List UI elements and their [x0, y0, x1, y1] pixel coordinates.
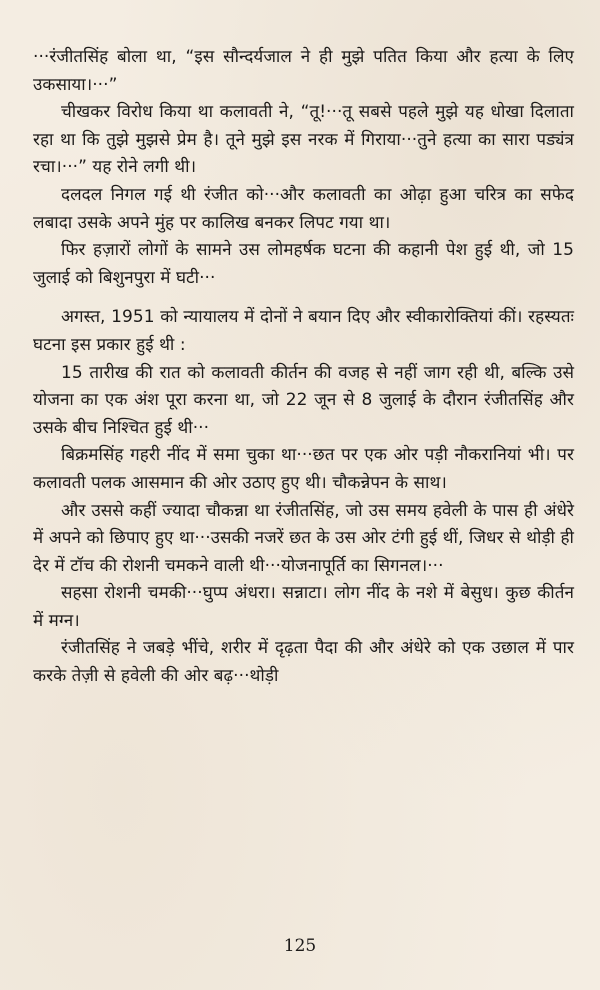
paragraph-5: अगस्त, 1951 को न्यायालय में दोनों ने बयान दिए और स्वीकारोक्तियां कीं। रहस्यतः घटना इस प्रकार हुई थी :	[33, 307, 574, 355]
paragraph-8: और उससे कहीं ज्यादा चौकन्ना था रंजीतसिंह, जो उस समय हवेली के पास ही अंधेरे में अपने को छिपाए हुए था···उसकी नजरें छत के उस ओर टंगी हुई थीं, जिधर से थोड़ी ही देर में टॉच की रोशनी चमकने वाली थी···योजनापूर्ति का सिगनल।···	[33, 500, 574, 576]
paragraph-2: चीखकर विरोध किया था कलावती ने, “तू!···तू सबसे पहले मुझे यह धोखा दिलाता रहा था कि तुझे मुझसे प्रेम है। तूने मुझे इस नरक में गिराया···तुने हत्या का सारा पड्यंत्र रचा।···” यह रोने लगी थी।	[33, 102, 574, 178]
paragraph-4: फिर हज़ारों लोगों के सामने उस लोमहर्षक घटना की कहानी पेश हुई थी, जो 15 जुलाई को बिशुनपुरा में घटी···	[33, 240, 574, 288]
paragraph-6: 15 तारीख की रात को कलावती कीर्तन की वजह से नहीं जाग रही थी, बल्कि उसे योजना का एक अंश पूरा करना था, जो 22 जून से 8 जुलाई के दौरान रंजीतसिंह और उसके बीच निश्चित हुई थी···	[33, 362, 574, 438]
paragraph-9: सहसा रोशनी चमकी···घुप्प अंधरा। सन्नाटा। लोग नींद के नशे में बेसुध। कुछ कीर्तन में मग्न।	[33, 583, 574, 631]
paragraph-7: बिक्रमसिंह गहरी नींद में समा चुका था···छत पर एक ओर पड़ी नौकरानियां भी। पर कलावती पलक आसमान की ओर उठाए हुए थी। चौकन्नेपन के साथ।	[33, 445, 574, 493]
paragraph-3: दलदल निगल गई थी रंजीत को···और कलावती का ओढ़ा हुआ चरित्र का सफेद लबादा उसके अपने मुंह पर कालिख बनकर लिपट गया था।	[33, 184, 574, 233]
paragraph-1: ···रंजीतसिंह बोला था, “इस सौन्दर्यजाल ने ही मुझे पतित किया और हत्या के लिए उकसाया।···”	[33, 47, 574, 95]
page-number: 125	[283, 936, 317, 956]
page-body-text	[33, 44, 574, 691]
paragraph-10: रंजीतसिंह ने जबड़े भींचे, शरीर में दृढ़ता पैदा की और अंधेरे को एक उछाल में पार करके तेज़ी से हवेली की ओर बढ़···थोड़ी	[33, 638, 574, 687]
